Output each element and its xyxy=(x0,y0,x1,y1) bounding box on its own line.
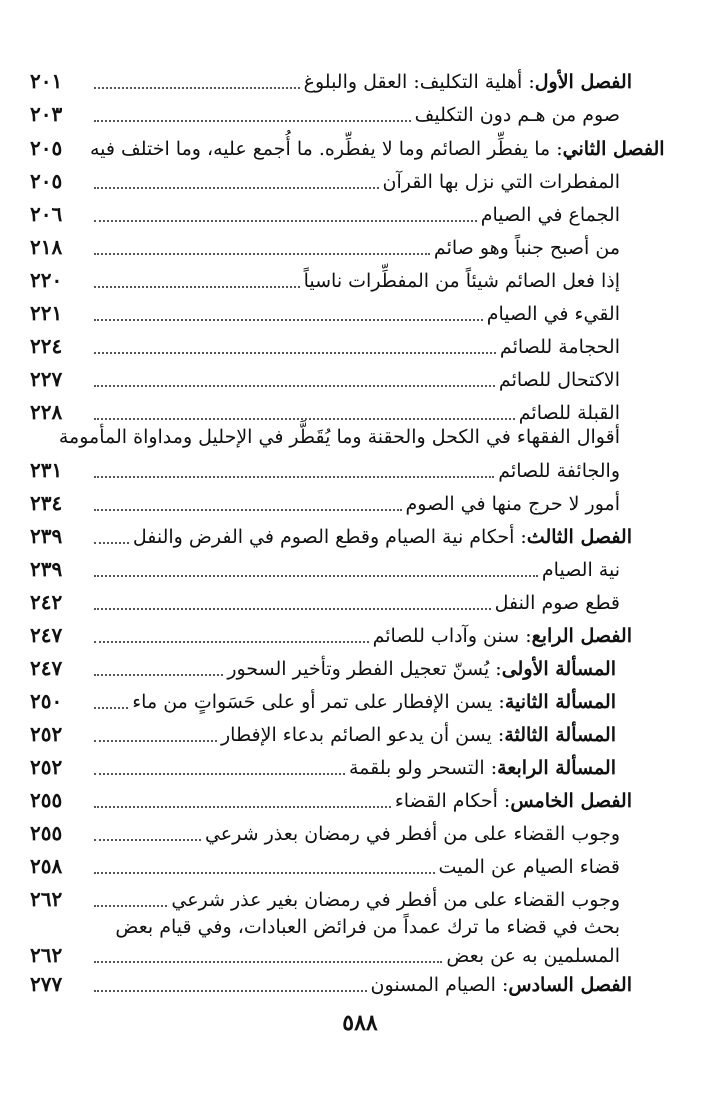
entry-text: : أهلية التكليف: العقل والبلوغ xyxy=(303,71,535,93)
entry-text: وجوب القضاء على من أفطر في رمضان بعذر شرعي xyxy=(204,823,620,845)
page-ref: ٢٥٥ xyxy=(30,788,63,812)
page-number: ٥٨٨ xyxy=(342,1010,378,1036)
entry-text: أمور لا حرج منها في الصوم xyxy=(405,493,620,515)
entry-text: : أحكام نية الصيام وقطع الصوم في الفرض والنفل xyxy=(132,526,527,548)
chapter-label: الفصل الثاني xyxy=(562,138,665,160)
page-ref: ٢٢٤ xyxy=(30,334,63,358)
entry-text: : التسحر ولو بلقمة xyxy=(348,757,498,779)
entry-title xyxy=(227,654,616,684)
page-ref: ٢٣٩ xyxy=(30,557,63,581)
page-ref: ٢٠٥ xyxy=(30,169,63,193)
issue-label: المسألة الثالثة xyxy=(504,724,616,746)
leader-dots xyxy=(94,961,442,963)
toc-entry[interactable] xyxy=(30,521,632,551)
entry-text: وجوب القضاء على من أفطر في رمضان بغير عذر شرعي xyxy=(171,889,620,911)
page-ref: ٢٢١ xyxy=(30,301,63,325)
page-ref: ٢٥٢ xyxy=(30,755,63,779)
entry-text-line1: أقوال الفقهاء في الكحل والحقنة وما يُقَطَّر في الإحليل ومداواة المأمومة xyxy=(58,426,620,448)
entry-text: من أصبح جنباً وهو صائم xyxy=(433,237,620,259)
toc-entry[interactable] xyxy=(30,199,620,229)
leader-dots xyxy=(94,418,515,420)
entry-text: : سنن وآداب للصائم xyxy=(372,625,532,647)
chapter-label: الفصل السادس xyxy=(508,974,632,996)
page-ref: ٢٠٥ xyxy=(30,136,63,160)
entry-text: المسلمين به عن بعض xyxy=(446,945,620,967)
leader-dots xyxy=(94,773,345,775)
leader-dots xyxy=(94,319,483,321)
page-ref: ٢٤٧ xyxy=(30,656,63,680)
leader-dots xyxy=(94,707,128,709)
leader-dots xyxy=(94,905,167,907)
entry-title xyxy=(304,67,632,97)
leader-dots xyxy=(94,839,201,841)
chapter-label: الفصل الثالث xyxy=(526,526,632,548)
issue-label: المسألة الثانية xyxy=(504,691,616,713)
entry-title xyxy=(373,621,632,651)
page-ref: ٢٥٠ xyxy=(30,689,63,713)
page-ref: ٢٤٧ xyxy=(30,623,63,647)
page-ref: ٢٢٨ xyxy=(30,400,63,424)
leader-dots xyxy=(94,608,491,610)
page-ref: ٢٣١ xyxy=(30,458,63,482)
page-ref: ٢٠١ xyxy=(30,69,63,93)
toc-entry[interactable] xyxy=(30,99,620,129)
entry-text: نية الصيام xyxy=(541,559,620,581)
entry-text: القبلة للصائم xyxy=(518,402,620,424)
leader-dots xyxy=(94,352,496,354)
toc-entry[interactable] xyxy=(30,884,620,914)
page-ref: ٢٥٢ xyxy=(30,722,63,746)
entry-text: والجائفة للصائم xyxy=(498,460,620,482)
entry-text: : ما يفطِّر الصائم وما لا يفطِّره. ما أُجمع عليه، وما اختلف فيه xyxy=(90,138,563,160)
entry-text: قطع صوم النفل xyxy=(494,592,620,614)
toc-entry[interactable] xyxy=(30,133,665,163)
leader-dots xyxy=(94,220,477,222)
toc-entry[interactable] xyxy=(30,686,616,716)
toc-entry[interactable] xyxy=(30,364,620,394)
leader-dots xyxy=(94,990,367,992)
leader-dots xyxy=(94,806,391,808)
issue-label: المسألة الرابعة xyxy=(497,757,616,779)
entry-text: صوم من هـم دون التكليف xyxy=(414,104,620,126)
toc-entry[interactable] xyxy=(30,653,616,683)
leader-dots xyxy=(94,187,379,189)
toc-entry[interactable] xyxy=(30,265,620,295)
toc-entry[interactable] xyxy=(30,455,620,485)
entry-text: : يسن الإفطار على تمر أو على حَسَواتٍ من ماء xyxy=(132,691,505,713)
entry-title xyxy=(395,786,632,816)
entry-title xyxy=(349,753,616,783)
entry-text: المفطرات التي نزل بها القرآن xyxy=(382,171,620,193)
entry-text: الجماع في الصيام xyxy=(480,204,620,226)
leader-dots xyxy=(94,120,411,122)
toc-entry[interactable] xyxy=(30,969,632,999)
page-ref: ٢٠٦ xyxy=(30,202,63,226)
entry-title xyxy=(133,522,632,552)
leader-dots xyxy=(94,87,300,89)
chapter-label: الفصل الخامس xyxy=(510,790,632,812)
entry-text: : يسن أن يدعو الصائم بدعاء الإفطار xyxy=(220,724,505,746)
leader-dots xyxy=(94,286,300,288)
entry-text: الحجامة للصائم xyxy=(499,336,620,358)
page-ref: ٢٢٠ xyxy=(30,268,63,292)
toc-entry[interactable] xyxy=(30,940,620,970)
leader-dots xyxy=(94,872,435,874)
entry-text: إذا فعل الصائم شيئاً من المفطِّرات ناسياً xyxy=(303,270,620,292)
leader-dots xyxy=(94,476,494,478)
toc-entry[interactable] xyxy=(30,488,620,518)
page-ref: ٢٥٨ xyxy=(30,854,63,878)
toc-entry[interactable] xyxy=(30,818,620,848)
toc-entry[interactable] xyxy=(30,752,616,782)
leader-dots xyxy=(94,740,217,742)
page-ref: ٢٣٤ xyxy=(30,491,63,515)
leader-dots xyxy=(94,674,223,676)
entry-text: قضاء الصيام عن الميت xyxy=(438,856,620,878)
leader-dots xyxy=(94,509,402,511)
entry-text: : أحكام القضاء xyxy=(394,790,511,812)
page-ref: ٢٢٧ xyxy=(30,367,63,391)
page-ref: ٢٥٥ xyxy=(30,821,63,845)
leader-dots xyxy=(94,575,538,577)
toc-entry[interactable] xyxy=(30,298,620,328)
entry-text: : يُسنّ تعجيل الفطر وتأخير السحور xyxy=(227,658,502,680)
entry-text: القيء في الصيام xyxy=(486,303,620,325)
leader-dots xyxy=(94,253,430,255)
toc-entry[interactable] xyxy=(30,66,632,96)
page-ref: ٢١٨ xyxy=(30,235,63,259)
entry-title xyxy=(371,970,632,1000)
toc-entry[interactable] xyxy=(30,331,620,361)
entry-title xyxy=(221,720,616,750)
entry-text: الاكتحال للصائم xyxy=(498,369,620,391)
toc-entry[interactable] xyxy=(30,851,620,881)
entry-title xyxy=(132,687,616,717)
issue-label: المسألة الأولى xyxy=(501,658,616,680)
entry-text: : الصيام المسنون xyxy=(370,974,509,996)
entry-title xyxy=(90,134,665,164)
toc-entry[interactable] xyxy=(30,620,632,650)
leader-dots xyxy=(94,542,129,544)
toc-entry[interactable] xyxy=(30,785,632,815)
leader-dots xyxy=(94,385,495,387)
chapter-label: الفصل الأول xyxy=(534,71,632,93)
page-ref: ٢٦٢ xyxy=(30,943,63,967)
page-ref: ٢٣٩ xyxy=(30,524,63,548)
leader-dots xyxy=(94,641,369,643)
toc-entry[interactable] xyxy=(30,719,616,749)
page-ref: ٢٦٢ xyxy=(30,887,63,911)
toc-entry[interactable] xyxy=(30,554,620,584)
page-ref: ٢٤٢ xyxy=(30,590,63,614)
entry-text-line1: بحث في قضاء ما ترك عمداً من فرائض العبادات، وفي قيام بعض xyxy=(115,916,620,938)
toc-entry[interactable] xyxy=(30,587,620,617)
chapter-label: الفصل الرابع xyxy=(531,625,632,647)
page-ref: ٢٠٣ xyxy=(30,102,63,126)
toc-entry[interactable] xyxy=(30,232,620,262)
page-ref: ٢٧٧ xyxy=(30,972,63,996)
toc-entry[interactable] xyxy=(30,166,620,196)
